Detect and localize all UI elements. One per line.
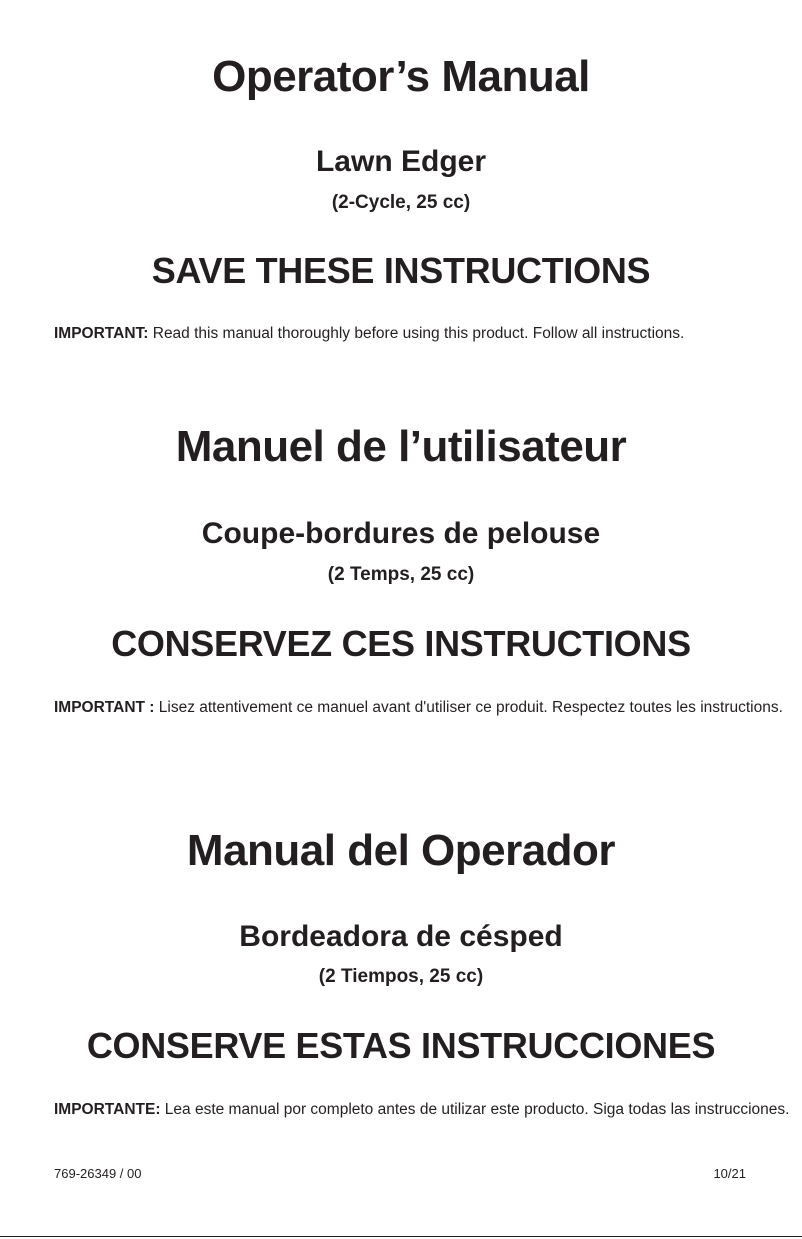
spanish-important-label: IMPORTANTE:	[54, 1101, 161, 1118]
english-important	[54, 323, 802, 345]
english-spec: (2-Cycle, 25 cc)	[331, 192, 471, 213]
english-save-heading: SAVE THESE INSTRUCTIONS	[151, 250, 651, 291]
french-important	[54, 697, 802, 719]
spanish-important	[54, 1099, 802, 1121]
revision-date: 10/21	[713, 1166, 746, 1181]
english-important-label: IMPORTANT:	[54, 325, 149, 342]
english-title: Operator’s Manual	[212, 52, 590, 101]
english-important-text: Read this manual thoroughly before using this product. Follow all instructions.	[148, 325, 685, 342]
spanish-spec: (2 Tiempos, 25 cc)	[318, 966, 484, 987]
spanish-title: Manual del Operador	[186, 826, 616, 875]
spanish-important-text: Lea este manual por completo antes de utilizar este producto. Siga todas las instrucciones.	[160, 1101, 790, 1118]
english-product: Lawn Edger	[315, 145, 487, 178]
french-product: Coupe-bordures de pelouse	[201, 517, 601, 550]
french-spec: (2 Temps, 25 cc)	[327, 564, 475, 585]
part-number: 769-26349 / 00	[54, 1166, 142, 1181]
spanish-product: Bordeadora de césped	[239, 920, 563, 953]
spanish-save-heading: CONSERVE ESTAS INSTRUCCIONES	[86, 1025, 716, 1066]
french-important-text: Lisez attentivement ce manuel avant d'utiliser ce produit. Respectez toutes les instructions.	[154, 699, 783, 716]
french-title: Manuel de l’utilisateur	[175, 422, 627, 471]
french-save-heading: CONSERVEZ CES INSTRUCTIONS	[111, 623, 691, 664]
bottom-divider	[0, 1236, 802, 1237]
french-important-label: IMPORTANT :	[54, 699, 155, 716]
